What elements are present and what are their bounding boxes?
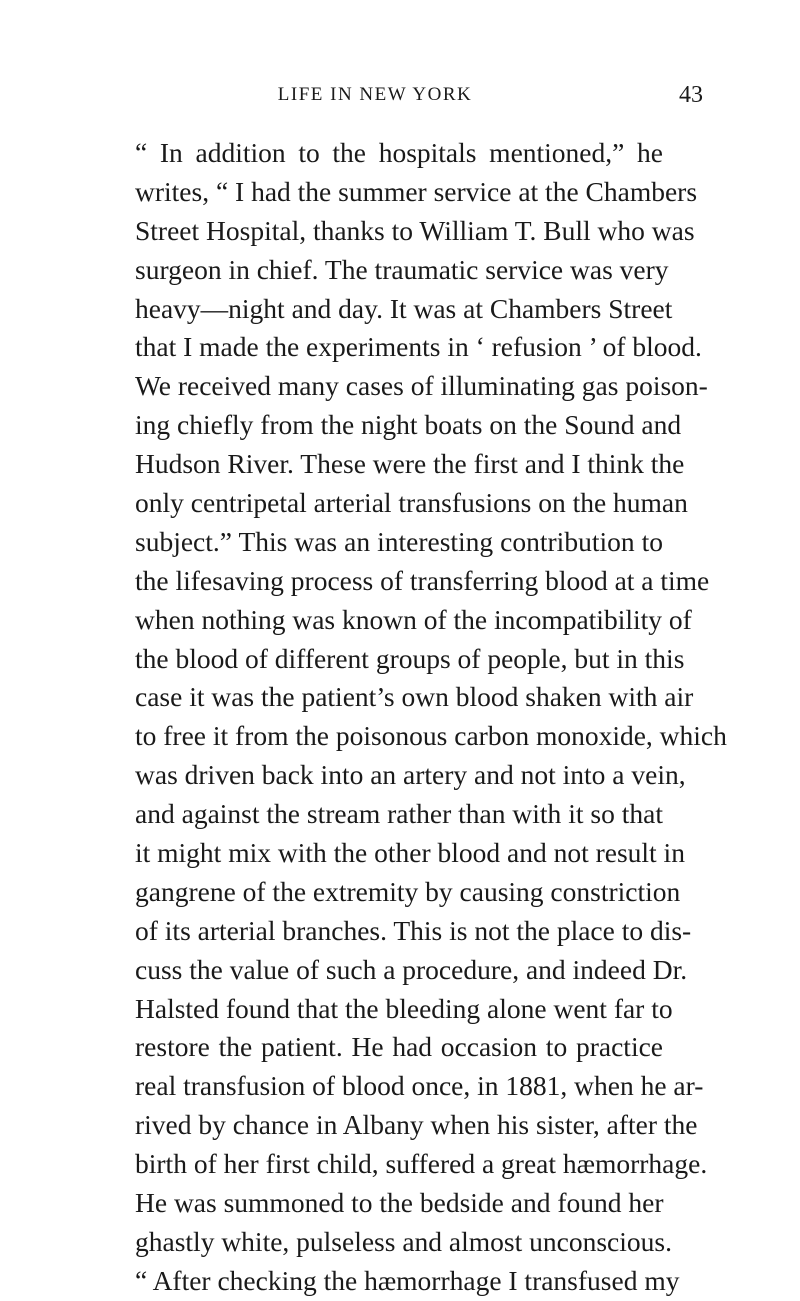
running-head: [0, 82, 800, 112]
text-line: when nothing was known of the incompatibility of: [135, 603, 692, 635]
text-line: He was summoned to the bedside and found her: [135, 1187, 664, 1219]
text-line: heavy—night and day. It was at Chambers Street: [135, 292, 673, 324]
text-line: the lifesaving process of transferring blood at a time: [135, 564, 710, 596]
text-line: case it was the patient’s own blood shaken with air: [135, 681, 694, 713]
text-line: it might mix with the other blood and not result in: [135, 837, 685, 869]
text-line: and against the stream rather than with it so that: [135, 798, 663, 830]
text-line: only centripetal arterial transfusions on the human: [135, 487, 688, 519]
text-line: writes, “ I had the summer service at the Chambers: [135, 175, 698, 207]
text-line: the blood of different groups of people, but in this: [135, 642, 685, 674]
text-line: subject.” This was an interesting contribution to: [135, 525, 663, 557]
text-line: rived by chance in Albany when his sister, after the: [135, 1109, 698, 1141]
text-line: surgeon in chief. The traumatic service was very: [135, 253, 669, 285]
body-text: [135, 134, 727, 1301]
text-line: Street Hospital, thanks to William T. Bull who was: [135, 214, 695, 246]
text-line: to free it from the poisonous carbon monoxide, which: [135, 720, 727, 752]
text-line: “ In addition to the hospitals mentioned,” he: [135, 137, 663, 168]
text-line: Halsted found that the bleeding alone went far to: [135, 992, 673, 1024]
text-line: restore the patient. He had occasion to practice: [135, 1031, 663, 1063]
text-line: that I made the experiments in ‘ refusion ’ of blood.: [135, 331, 702, 363]
text-line: real transfusion of blood once, in 1881, when he ar-: [135, 1070, 704, 1102]
text-line: of its arterial branches. This is not the place to dis-: [135, 914, 692, 946]
text-line: “ After checking the hæmorrhage I transfused my: [135, 1264, 680, 1296]
text-line: Hudson River. These were the first and I think the: [135, 448, 685, 480]
text-line: cuss the value of such a procedure, and indeed Dr.: [135, 953, 688, 985]
text-line: ghastly white, pulseless and almost unconscious.: [135, 1225, 672, 1257]
text-line: was driven back into an artery and not into a vein,: [135, 759, 686, 791]
text-line: We received many cases of illuminating gas poison-: [135, 370, 708, 402]
running-title: LIFE IN NEW YORK: [277, 84, 473, 105]
page-number: 43: [679, 82, 703, 108]
text-line: gangrene of the extremity by causing constriction: [135, 875, 681, 907]
text-line: ing chiefly from the night boats on the Sound and: [135, 409, 682, 441]
text-line: birth of her first child, suffered a great hæmorrhage.: [135, 1148, 708, 1180]
